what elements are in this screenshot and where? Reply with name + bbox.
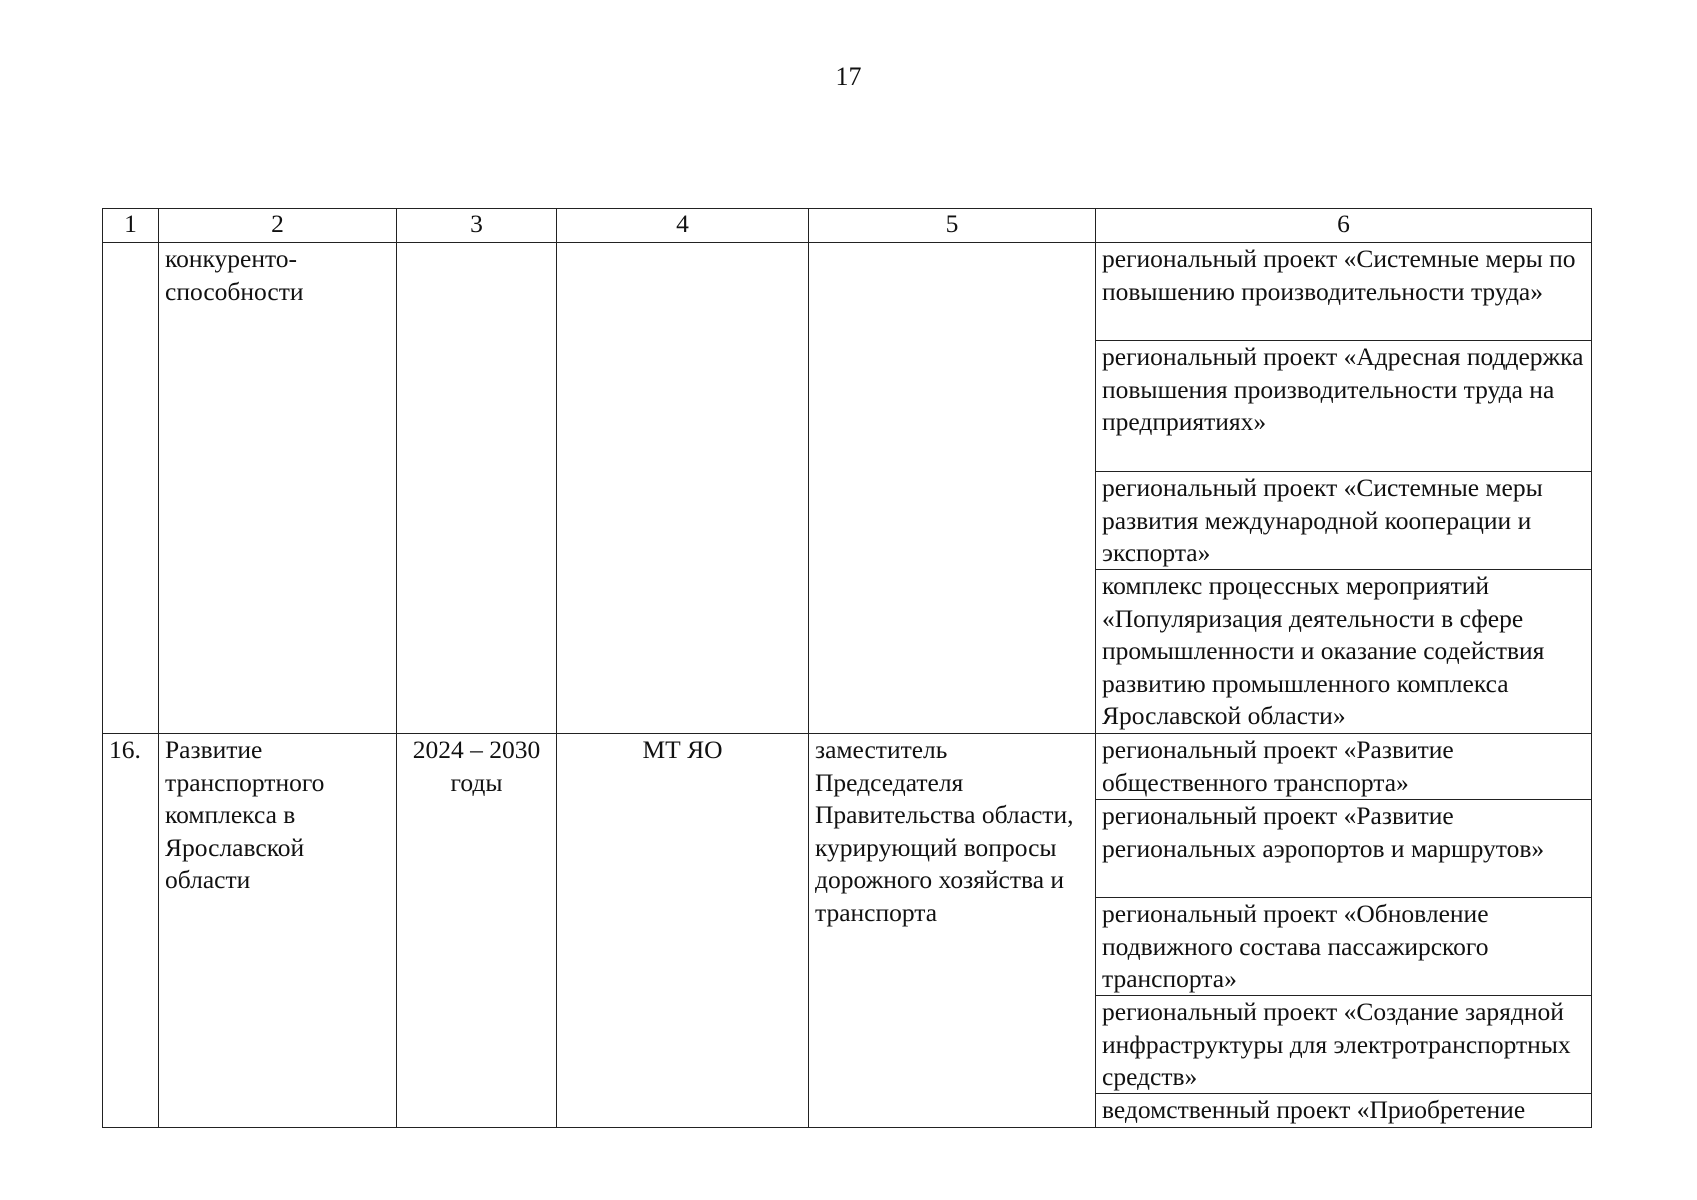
header-col-5: 5 — [809, 209, 1096, 243]
header-row — [103, 209, 1592, 243]
project-item: ведомственный проект «Приобретение — [1102, 1095, 1526, 1124]
page-number: 17 — [835, 62, 862, 91]
period: 2024 – 2030 годы — [397, 734, 557, 1128]
header-col-4: 4 — [557, 209, 809, 243]
header-col-6: 6 — [1096, 209, 1592, 243]
executor: МТ ЯО — [557, 734, 809, 1128]
header-col-2: 2 — [159, 209, 397, 243]
curator: заместитель Председателя Правительства области, курирующий вопросы дорожного хозяйства и транспорта — [809, 734, 1096, 1128]
program-name: Развитие транспортного комплекса в Ярославской области — [159, 734, 397, 1128]
projects-list — [1096, 243, 1592, 734]
table-row — [103, 243, 1592, 734]
table-row — [103, 734, 1592, 1128]
projects-list — [1096, 734, 1592, 1128]
row-number: 16. — [103, 734, 159, 1128]
project-item: региональный проект «Обновление подвижного состава пассажирского транспорта» — [1096, 898, 1591, 996]
project-item: региональный проект «Развитие общественного транспорта» — [1096, 734, 1591, 800]
curator — [809, 243, 1096, 734]
project-item: комплекс процессных мероприятий «Популяризация деятельности в сфере промышленности и оказание содействия развитию промышленного комплекса Ярославской области» — [1102, 571, 1545, 730]
project-item: региональный проект «Создание зарядной инфраструктуры для электротранспортных средств» — [1096, 996, 1591, 1094]
period — [397, 243, 557, 734]
project-item: региональный проект «Системные меры развития международной кооперации и экспорта» — [1096, 472, 1591, 570]
project-item: региональный проект «Системные меры по повышению производительности труда» — [1096, 243, 1591, 341]
project-item: региональный проект «Развитие региональных аэропортов и маршрутов» — [1096, 800, 1591, 898]
program-name: конкуренто- способности — [159, 243, 397, 734]
programs-table — [102, 208, 1592, 1128]
project-item: региональный проект «Адресная поддержка повышения производительности труда на предприятиях» — [1096, 341, 1591, 472]
header-col-1: 1 — [103, 209, 159, 243]
executor — [557, 243, 809, 734]
row-number — [103, 243, 159, 734]
header-col-3: 3 — [397, 209, 557, 243]
